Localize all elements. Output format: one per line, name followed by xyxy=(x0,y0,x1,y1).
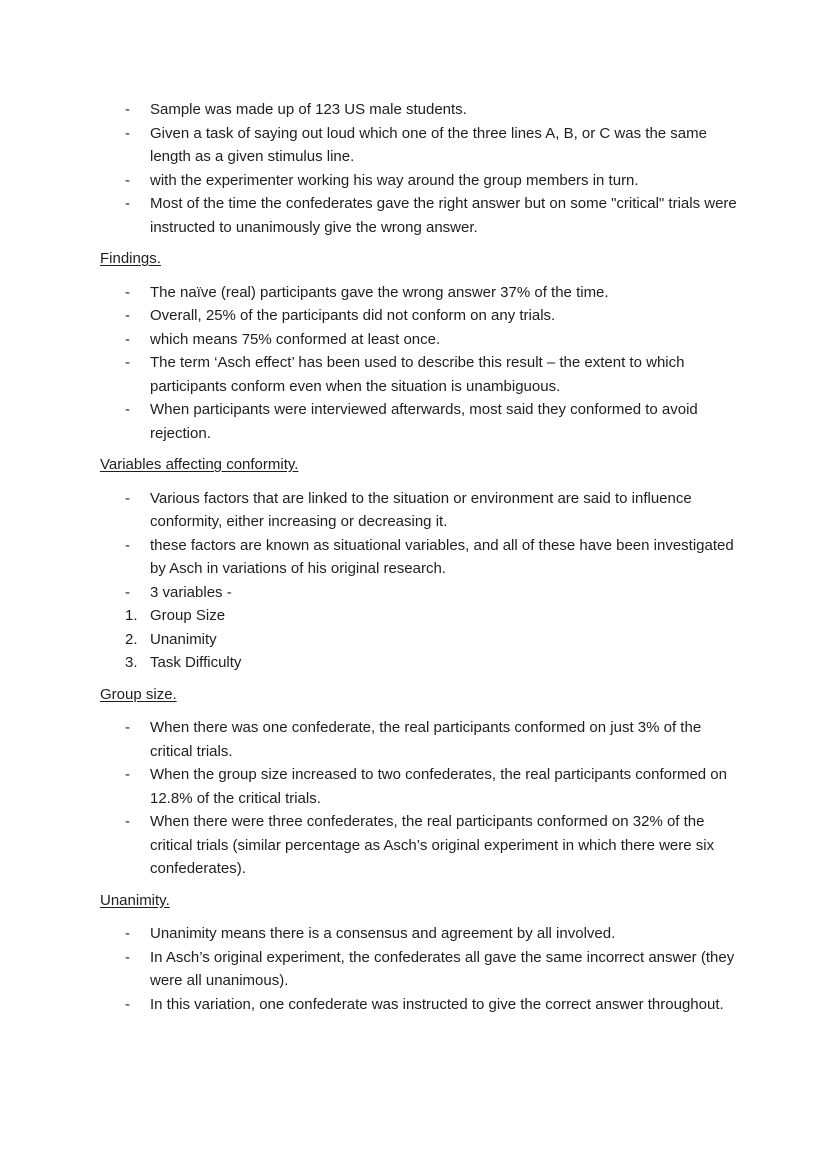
list-item: - Overall, 25% of the participants did not conform on any trials. xyxy=(100,304,740,328)
variables-list xyxy=(100,487,740,675)
bullet-dash: - xyxy=(125,171,130,189)
bullet-dash: - xyxy=(125,813,130,830)
list-item: - The term ‘Asch effect’ has been used to describe this result – the extent to which participants conform even when the situation is unambiguous. xyxy=(100,351,740,398)
bullet-dash: - xyxy=(125,583,130,601)
list-item: - When there were three confederates, the real participants conformed on 32% of the critical trials (similar percentage as Asch’s original experiment in which there were six confederates). xyxy=(100,810,740,881)
bullet-dash: - xyxy=(125,283,130,301)
list-item: - In this variation, one confederate was instructed to give the correct answer throughout. xyxy=(100,993,740,1017)
bullet-dash: - xyxy=(125,330,130,348)
numbered-item: 1. Group Size xyxy=(100,604,740,628)
list-item: - Given a task of saying out loud which one of the three lines A, B, or C was the same length as a given stimulus line. xyxy=(100,122,740,169)
bullet-dash: - xyxy=(125,489,130,507)
list-number: 3. xyxy=(125,654,138,671)
list-item: - In Asch’s original experiment, the confederates all gave the same incorrect answer (they were all unanimous). xyxy=(100,946,740,993)
bullet-dash: - xyxy=(125,995,130,1013)
list-item: - with the experimenter working his way around the group members in turn. xyxy=(100,169,740,193)
bullet-dash: - xyxy=(125,101,130,118)
unanimity-heading: Unanimity. xyxy=(100,891,170,909)
bullet-dash: - xyxy=(125,401,130,418)
intro-list xyxy=(100,98,740,239)
bullet-dash: - xyxy=(125,195,130,212)
bullet-dash: - xyxy=(125,948,130,966)
list-item: - When the group size increased to two confederates, the real participants conformed on 12.8% of the critical trials. xyxy=(100,763,740,810)
findings-heading: Findings. xyxy=(100,250,161,267)
numbered-item: 2. Unanimity xyxy=(100,628,740,652)
bullet-dash: - xyxy=(125,307,130,324)
list-item: - Sample was made up of 123 US male students. xyxy=(100,98,740,122)
bullet-dash: - xyxy=(125,925,130,942)
bullet-dash: - xyxy=(125,536,130,554)
bullet-dash: - xyxy=(125,719,130,736)
list-item: - The naïve (real) participants gave the wrong answer 37% of the time. xyxy=(100,281,740,305)
list-item: - which means 75% conformed at least once. xyxy=(100,328,740,352)
list-number: 2. xyxy=(125,630,138,648)
document-body xyxy=(100,98,740,1016)
bullet-dash: - xyxy=(125,124,130,142)
findings-list xyxy=(100,281,740,446)
list-item: - Most of the time the confederates gave the right answer but on some "critical" trials were instructed to unanimously give the wrong answer. xyxy=(100,192,740,239)
bullet-dash: - xyxy=(125,766,130,783)
list-item: - When participants were interviewed afterwards, most said they conformed to avoid rejection. xyxy=(100,398,740,445)
numbered-item: 3. Task Difficulty xyxy=(100,651,740,675)
list-item: - Unanimity means there is a consensus and agreement by all involved. xyxy=(100,922,740,946)
group-size-heading: Group size. xyxy=(100,685,177,703)
group-size-list xyxy=(100,716,740,881)
list-item: - Various factors that are linked to the situation or environment are said to influence conformity, either increasing or decreasing it. xyxy=(100,487,740,534)
unanimity-list xyxy=(100,922,740,1016)
list-number: 1. xyxy=(125,607,138,624)
list-item: - 3 variables - xyxy=(100,581,740,605)
bullet-dash: - xyxy=(125,354,130,371)
list-item: - When there was one confederate, the real participants conformed on just 3% of the critical trials. xyxy=(100,716,740,763)
list-item: - these factors are known as situational variables, and all of these have been investigated by Asch in variations of his original research. xyxy=(100,534,740,581)
variables-heading: Variables affecting conformity. xyxy=(100,456,299,473)
